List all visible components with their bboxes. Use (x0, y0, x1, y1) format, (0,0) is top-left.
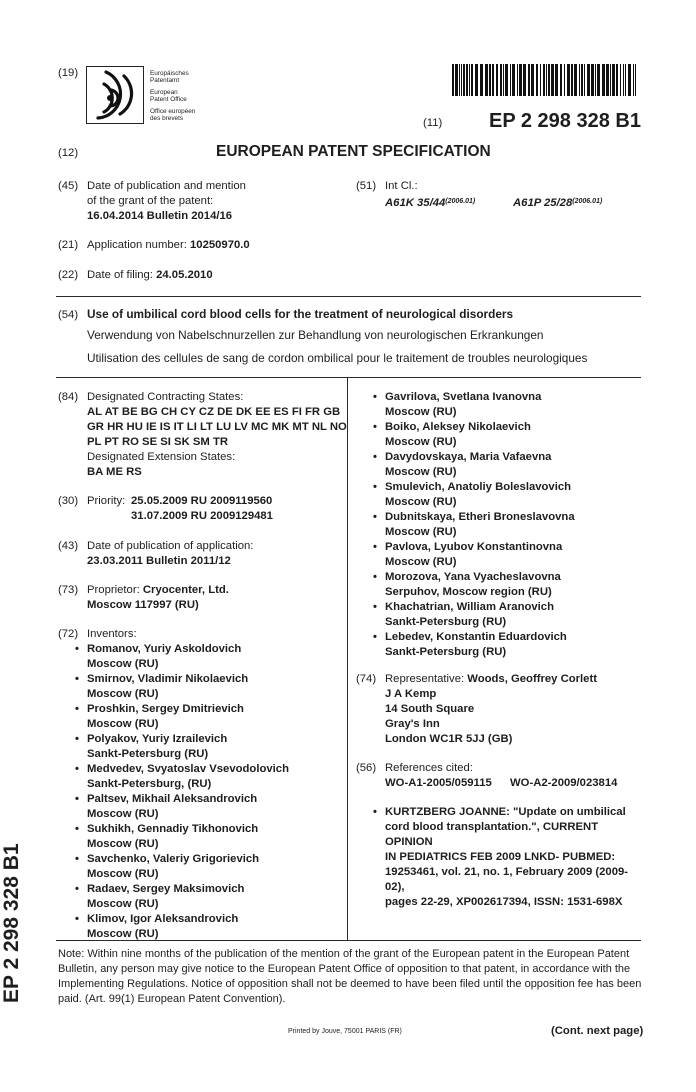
bullet-icon: • (373, 631, 377, 643)
epo-logo-icon (86, 66, 144, 124)
priority-label: Priority: (87, 495, 126, 507)
note-line: Note: Within nine months of the publication of the mention of the grant of the European patent in the European Patent (58, 948, 630, 960)
designated-states-label: Designated Contracting States: (87, 391, 244, 403)
priority-1: 25.05.2009 RU 2009119560 (131, 495, 273, 507)
inventor-name: Gavrilova, Svetlana Ivanovna (385, 391, 542, 403)
inventor-item (75, 642, 347, 672)
bullet-icon: • (373, 451, 377, 463)
inventor-name: Radaev, Sergey Maksimovich (87, 883, 245, 895)
grant-date-label: Date of publication and mention (87, 180, 246, 192)
code-54: (54) (58, 309, 79, 321)
inventor-item (373, 450, 645, 480)
reference-npl (385, 805, 645, 910)
proprietor-address: Moscow 117997 (RU) (87, 599, 199, 611)
inventor-place: Moscow (RU) (87, 688, 159, 700)
inventor-name: Smulevich, Anatoliy Boleslavovich (385, 481, 572, 493)
inventor-item (373, 600, 645, 630)
representative-address-3: Gray's Inn (385, 718, 440, 730)
code-51: (51) (356, 180, 377, 192)
bullet-icon: • (75, 793, 79, 805)
application-publication-label: Date of publication of application: (87, 540, 254, 552)
office-name-en-2: Patent Office (150, 96, 187, 103)
inventor-name: Klimov, Igor Aleksandrovich (87, 913, 239, 925)
designated-states-line-1: AL AT BE BG CH CY CZ DE DK EE ES FI FR GB (87, 406, 341, 418)
inventor-place: Moscow (RU) (87, 718, 159, 730)
priority-2: 31.07.2009 RU 2009129481 (131, 510, 273, 522)
inventor-item (373, 630, 645, 660)
vertical-publication-number: EP 2 298 328 B1 (0, 843, 23, 1003)
grant-date-label-2: of the grant of the patent: (87, 195, 214, 207)
office-name-de: Europäisches (150, 70, 189, 77)
code-30: (30) (58, 495, 79, 507)
bullet-icon: • (373, 541, 377, 553)
code-21: (21) (58, 239, 79, 251)
bullet-icon: • (75, 883, 79, 895)
inventor-place: Moscow (RU) (87, 928, 159, 940)
inventor-name: Savchenko, Valeriy Grigorievich (87, 853, 260, 865)
divider (56, 940, 641, 941)
representative-address-4: London WC1R 5JJ (GB) (385, 733, 513, 745)
reference-npl-line: IN PEDIATRICS FEB 2009 LNKD- PUBMED: (385, 851, 616, 863)
document-title: EUROPEAN PATENT SPECIFICATION (216, 143, 491, 160)
inventor-place: Moscow (RU) (385, 436, 457, 448)
code-84: (84) (58, 391, 79, 403)
filing-date: Date of filing: 24.05.2010 (87, 269, 213, 281)
divider (56, 377, 641, 378)
inventor-place: Moscow (RU) (385, 466, 457, 478)
inventor-item (75, 822, 347, 852)
continued-note: (Cont. next page) (551, 1025, 644, 1037)
code-11: (11) (423, 117, 443, 129)
inventor-name: Boiko, Aleksey Nikolaevich (385, 421, 531, 433)
references-label: References cited: (385, 762, 473, 774)
designated-states-line-3: PL PT RO SE SI SK SM TR (87, 436, 229, 448)
opposition-note (58, 947, 641, 1007)
inventor-place: Sankt-Petersburg (RU) (87, 748, 209, 760)
reference-npl-line: cord blood transplantation.", CURRENT OPINION (385, 821, 599, 848)
inventor-name: Khachatrian, William Aranovich (385, 601, 554, 613)
office-name-en: European (150, 89, 178, 96)
representative: Representative: Woods, Geoffrey Corlett (385, 673, 597, 685)
reference-patent-1: WO-A1-2005/059115 (385, 777, 492, 789)
application-number: Application number: 10250970.0 (87, 239, 250, 251)
inventor-item (373, 390, 645, 420)
inventors-label: Inventors: (87, 628, 137, 640)
bullet-icon: • (373, 481, 377, 493)
inventor-name: Smirnov, Vladimir Nikolaevich (87, 673, 249, 685)
note-line: Implementing Regulations. Notice of opposition shall not be deemed to have been filed until the opposition fee has been (58, 978, 642, 990)
bullet-icon: • (75, 853, 79, 865)
inventor-item (75, 852, 347, 882)
inventor-item (75, 702, 347, 732)
reference-npl-line: pages 22-29, XP002617394, ISSN: 1531-698X (385, 896, 623, 908)
inventor-item (373, 570, 645, 600)
inventor-name: Davydovskaya, Maria Vafaevna (385, 451, 552, 463)
reference-patent-2: WO-A2-2009/023814 (510, 777, 618, 789)
office-name-fr-2: des brevets (150, 115, 184, 122)
bullet-icon: • (75, 643, 79, 655)
code-22: (22) (58, 269, 79, 281)
application-publication-value: 23.03.2011 Bulletin 2011/12 (87, 555, 231, 567)
reference-npl-line: KURTZBERG JOANNE: "Update on umbilical (385, 806, 626, 818)
inventor-item (75, 732, 347, 762)
int-cl-label: Int Cl.: (385, 180, 418, 192)
bullet-icon: • (75, 733, 79, 745)
inventor-item (75, 792, 347, 822)
proprietor: Proprietor: Cryocenter, Ltd. (87, 584, 229, 596)
bullet-icon: • (75, 823, 79, 835)
column-divider (347, 378, 348, 940)
int-cl-class-1: A61K $35/44^{(2006.01)}$ (385, 197, 476, 209)
inventor-name: Proshkin, Sergey Dmitrievich (87, 703, 244, 715)
note-line: Bulletin, any person may give notice to the European Patent Office of opposition to that patent, in accordance with the (58, 963, 631, 975)
inventor-place: Sankt-Petersburg (RU) (385, 646, 507, 658)
inventor-name: Pavlova, Lyubov Konstantinovna (385, 541, 563, 553)
inventor-item (75, 672, 347, 702)
int-cl-class-2: A61P $25/28^{(2006.01)}$ (513, 197, 603, 209)
reference-npl-line: 19253461, vol. 21, no. 1, February 2009 (2009-02), (385, 866, 629, 893)
inventor-item (373, 480, 645, 510)
inventor-item (373, 420, 645, 450)
inventor-name: Polyakov, Yuriy Izrailevich (87, 733, 228, 745)
divider (56, 296, 641, 297)
inventor-name: Morozova, Yana Vyacheslavovna (385, 571, 561, 583)
inventor-place: Moscow (RU) (385, 556, 457, 568)
bullet-icon: • (75, 703, 79, 715)
inventor-place: Sankt-Petersburg (RU) (385, 616, 507, 628)
office-name-fr: Office européen (150, 108, 196, 115)
inventor-item (373, 510, 645, 540)
barcode-icon (452, 64, 638, 96)
representative-address-2: 14 South Square (385, 703, 475, 715)
code-56: (56) (356, 762, 377, 774)
bullet-icon: • (373, 601, 377, 613)
office-name-de-2: Patentamt (150, 77, 180, 84)
publication-number: EP 2 298 328 B1 (489, 110, 641, 132)
title-english: Use of umbilical cord blood cells for the treatment of neurological disorders (87, 307, 514, 321)
inventor-name: Medvedev, Svyatoslav Vsevodolovich (87, 763, 289, 775)
inventor-name: Dubnitskaya, Etheri Broneslavovna (385, 511, 575, 523)
inventor-place: Moscow (RU) (87, 658, 159, 670)
reference-bullet: • (373, 806, 377, 818)
code-74: (74) (356, 673, 377, 685)
inventor-place: Moscow (RU) (87, 898, 159, 910)
inventor-place: Moscow (RU) (385, 496, 457, 508)
code-43: (43) (58, 540, 79, 552)
bullet-icon: • (75, 763, 79, 775)
code-73: (73) (58, 584, 79, 596)
inventor-place: Moscow (RU) (87, 868, 159, 880)
inventor-place: Moscow (RU) (87, 838, 159, 850)
inventor-name: Sukhikh, Gennadiy Tikhonovich (87, 823, 259, 835)
inventor-item (75, 912, 347, 942)
code-45: (45) (58, 180, 79, 192)
inventor-name: Romanov, Yuriy Askoldovich (87, 643, 242, 655)
bullet-icon: • (373, 511, 377, 523)
inventor-place: Moscow (RU) (385, 406, 457, 418)
inventor-item (75, 762, 347, 792)
extension-states-label: Designated Extension States: (87, 451, 236, 463)
inventor-name: Lebedev, Konstantin Eduardovich (385, 631, 567, 643)
title-german: Verwendung von Nabelschnurzellen zur Behandlung von neurologischen Erkrankungen (87, 328, 544, 342)
bullet-icon: • (75, 673, 79, 685)
code-12: (12) (58, 147, 79, 159)
extension-states: BA ME RS (87, 466, 142, 478)
printer-note: Printed by Jouve, 75001 PARIS (FR) (288, 1028, 402, 1035)
bullet-icon: • (373, 571, 377, 583)
inventor-item (75, 882, 347, 912)
inventor-place: Serpuhov, Moscow region (RU) (385, 586, 552, 598)
inventor-place: Moscow (RU) (87, 808, 159, 820)
grant-date-value: 16.04.2014 Bulletin 2014/16 (87, 210, 233, 222)
note-line: paid. (Art. 99(1) European Patent Convention). (58, 993, 286, 1005)
code-72: (72) (58, 628, 79, 640)
code-19: (19) (58, 67, 79, 79)
designated-states-line-2: GR HR HU IE IS IT LI LT LU LV MC MK MT NL NO (87, 421, 347, 433)
inventor-place: Moscow (RU) (385, 526, 457, 538)
representative-address-1: J A Kemp (385, 688, 437, 700)
bullet-icon: • (75, 913, 79, 925)
bullet-icon: • (373, 421, 377, 433)
bullet-icon: • (373, 391, 377, 403)
title-french: Utilisation des cellules de sang de cordon ombilical pour le traitement de troubles neurologiques (87, 351, 588, 365)
inventor-item (373, 540, 645, 570)
inventor-place: Sankt-Petersburg, (RU) (87, 778, 212, 790)
inventor-name: Paltsev, Mikhail Aleksandrovich (87, 793, 258, 805)
